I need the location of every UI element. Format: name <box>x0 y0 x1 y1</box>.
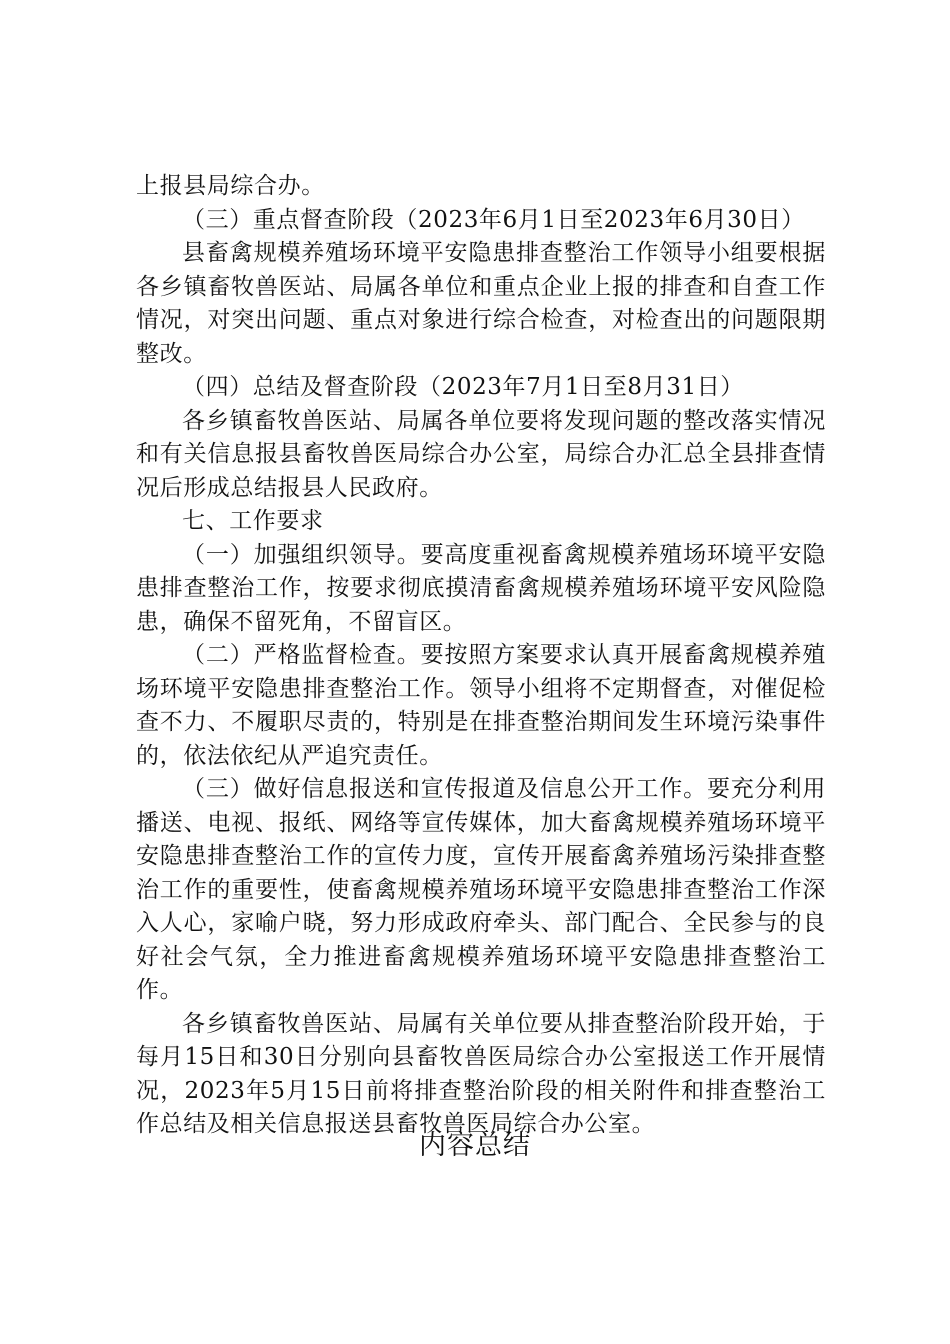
heading-stage-4: （四）总结及督查阶段（2023年7月1日至8月31日） <box>182 374 744 400</box>
paragraph-requirement-3: （三）做好信息报送和宣传报道及信息公开工作。要充分利用播送、电视、报纸、网络等宣传媒体，加大畜禽规模养殖场环境平安隐患排查整治工作的宣传力度，宣传开展畜禽养殖场污染排查整治工作的重要性，使畜禽规模养殖场环境平安隐患排查整治工作深入人心，家喻户晓，努力形成政府牵头、部门配合、全民参与的良好社会气氛，全力推进畜禽规模养殖场环境平安隐患排查整治工作。 <box>136 776 826 1003</box>
paragraph-stage-3: 县畜禽规模养殖场环境平安隐患排查整治工作领导小组要根据各乡镇畜牧兽医站、局属各单位和重点企业上报的排查和自查工作情况，对突出问题、重点对象进行综合检查，对检查出的问题限期整改。 <box>136 240 826 367</box>
paragraph-reporting: 各乡镇畜牧兽医站、局属有关单位要从排查整治阶段开始，于每月15日和30日分别向县畜牧兽医局综合办公室报送工作开展情况，2023年5月15日前将排查整治阶段的相关附件和排查整治工作总结及相关信息报送县畜牧兽医局综合办公室。 <box>136 1010 826 1137</box>
summary-title: 内容总结 <box>419 1130 531 1161</box>
heading-section-7: 七、工作要求 <box>182 508 324 534</box>
document-body <box>136 170 826 1142</box>
paragraph-requirement-2: （二）严格监督检查。要按照方案要求认真开展畜禽规模养殖场环境平安隐患排查整治工作。领导小组将不定期督查，对催促检查不力、不履职尽责的，特别是在排查整治期间发生环境污染事件的，依法依纪从严追究责任。 <box>136 642 826 769</box>
paragraph-stage-4: 各乡镇畜牧兽医站、局属各单位要将发现问题的整改落实情况和有关信息报县畜牧兽医局综合办公室，局综合办汇总全县排查情况后形成总结报县人民政府。 <box>136 407 826 501</box>
paragraph-requirement-1: （一）加强组织领导。要高度重视畜禽规模养殖场环境平安隐患排查整治工作，按要求彻底摸清畜禽规模养殖场环境平安风险隐患，确保不留死角，不留盲区。 <box>136 541 826 635</box>
paragraph-continuation: 上报县局综合办。 <box>136 173 325 199</box>
heading-stage-3: （三）重点督查阶段（2023年6月1日至2023年6月30日） <box>182 206 805 233</box>
